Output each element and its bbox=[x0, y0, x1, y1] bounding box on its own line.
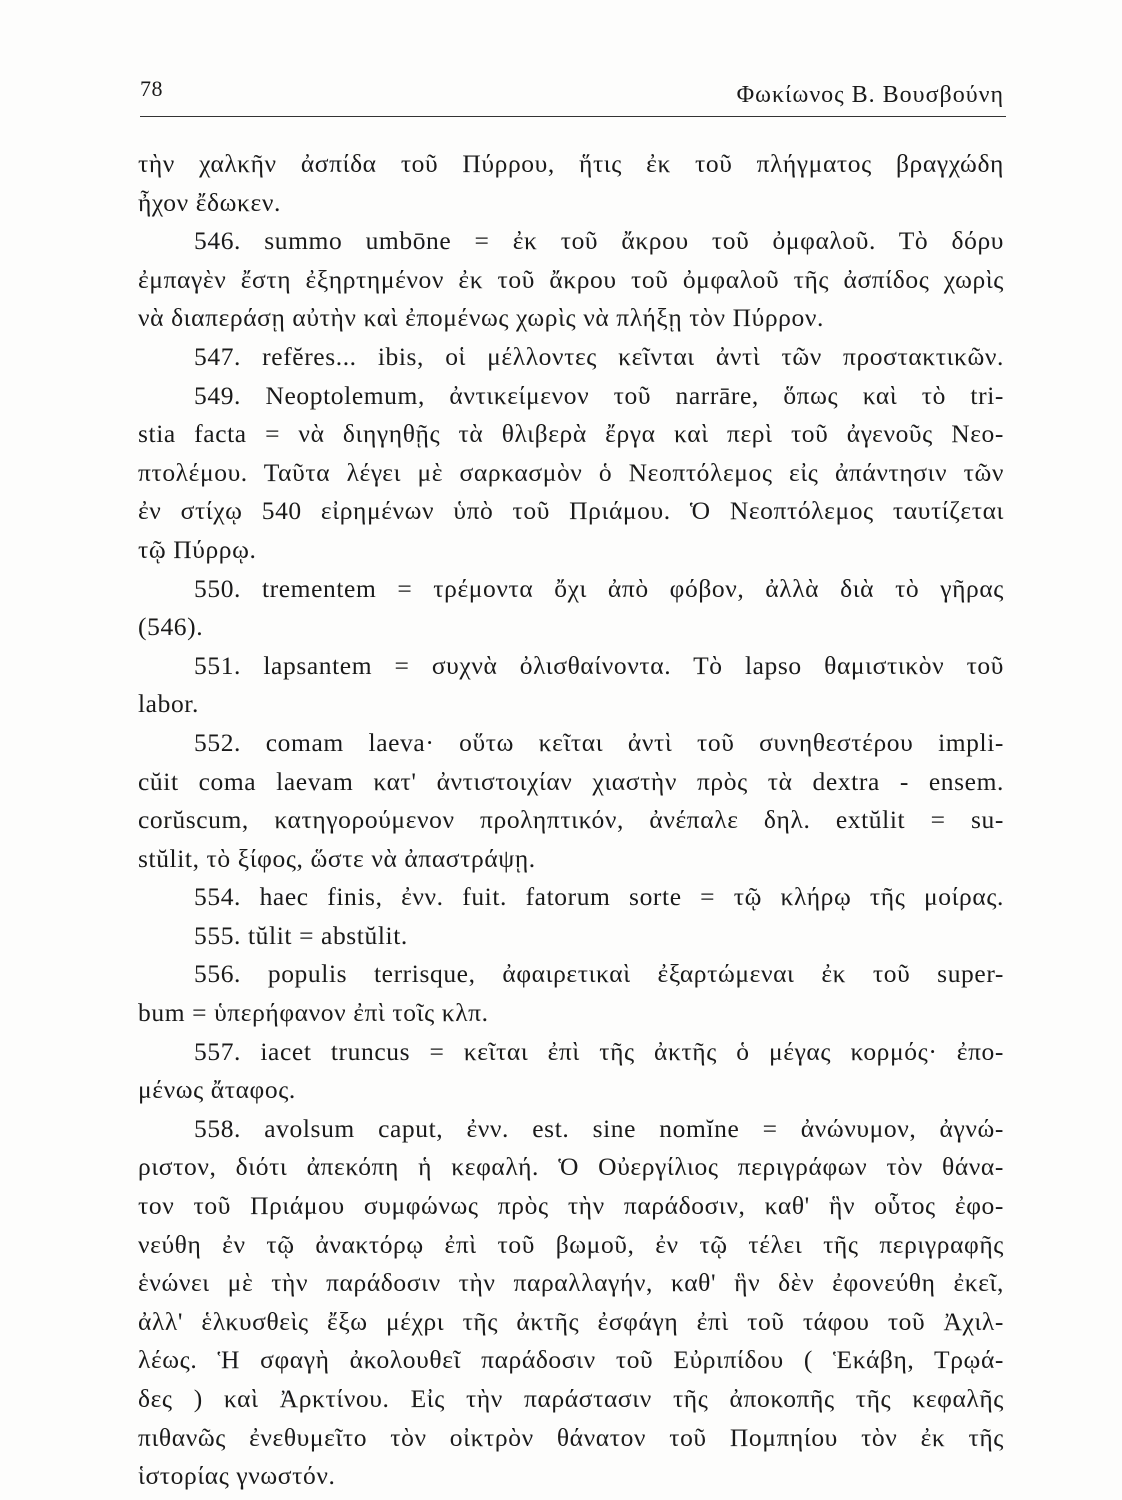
text-line: λέως. Ἡ σφαγὴ ἀκολουθεῖ παράδοσιν τοῦ Εὐριπίδου ( Ἑκάβη, Τρῳά- bbox=[138, 1345, 1004, 1375]
text-line: corŭscum, κατηγορούμενον προληπτικόν, ἀνέπαλε δηλ. extŭlit = su- bbox=[138, 805, 1004, 835]
note-554-line: 554. haec finis, ἐνν. fuit. fatorum sorte = τῷ κλήρῳ τῆς μοίρας. bbox=[194, 882, 1004, 912]
text-line: labor. bbox=[138, 689, 199, 719]
text-line: stŭlit, τὸ ξίφος, ὥστε νὰ ἀπαστράψῃ. bbox=[138, 843, 536, 873]
note-556-line: 556. populis terrisque, ἀφαιρετικαὶ ἐξαρτώμεναι ἐκ τοῦ super- bbox=[194, 959, 1004, 989]
commentary-text bbox=[138, 145, 1004, 1496]
text-line: τον τοῦ Πριάμου συμφώνως πρὸς τὴν παράδοσιν, καθ' ἣν οὗτος ἐφο- bbox=[138, 1191, 1004, 1221]
note-549-line: 549. Neoptolemum, ἀντικείμενον τοῦ narrāre, ὅπως καὶ τὸ tri- bbox=[194, 380, 1004, 410]
text-line: ἑνώνει μὲ τὴν παράδοσιν τὴν παραλλαγήν, καθ' ἣν δὲν ἐφονεύθη ἐκεῖ, bbox=[138, 1268, 1004, 1298]
text-line: νεύθη ἐν τῷ ἀνακτόρῳ ἐπὶ τοῦ βωμοῦ, ἐν τῷ τέλει τῆς περιγραφῆς bbox=[138, 1229, 1004, 1259]
text-line: ἦχον ἔδωκεν. bbox=[138, 187, 281, 217]
text-line: ἱστορίας γνωστόν. bbox=[138, 1461, 336, 1491]
note-552-line: 552. comam laeva· οὕτω κεῖται ἀντὶ τοῦ συνηθεστέρου impli- bbox=[194, 727, 1004, 757]
text-line: cŭit coma laevam κατ' ἀντιστοιχίαν χιαστὴν πρὸς τὰ dextra - ensem. bbox=[138, 766, 1004, 796]
running-head: Φωκίωνος Β. Βουσβούνη bbox=[736, 82, 1004, 108]
text-line: stia facta = νὰ διηγηθῇς τὰ θλιβερὰ ἔργα καὶ περὶ τοῦ ἀγενοῦς Νεο- bbox=[138, 419, 1004, 449]
text-line: bum = ὑπερήφανον ἐπὶ τοῖς κλπ. bbox=[138, 998, 489, 1028]
note-550-line: 550. trementem = τρέμοντα ὄχι ἀπὸ φόβον, ἀλλὰ διὰ τὸ γῆρας bbox=[194, 573, 1004, 603]
text-line: τῷ Πύρρῳ. bbox=[138, 534, 257, 564]
note-555-line: 555. tŭlit = abstŭlit. bbox=[194, 920, 408, 950]
note-546-line: 546. summo umbōne = ἐκ τοῦ ἄκρου τοῦ ὀμφαλοῦ. Τὸ δόρυ bbox=[194, 226, 1004, 256]
text-line: πιθανῶς ἐνεθυμεῖτο τὸν οἰκτρὸν θάνατον τοῦ Πομπηίου τὸν ἐκ τῆς bbox=[138, 1422, 1004, 1452]
text-line: δες ) καὶ Ἀρκτίνου. Εἰς τὴν παράστασιν τῆς ἀποκοπῆς τῆς κεφαλῆς bbox=[138, 1384, 1004, 1413]
text-line: (546). bbox=[138, 612, 204, 642]
note-558-line: 558. avolsum caput, ἐνν. est. sine nomĭne = ἀνώνυμον, ἀγνώ- bbox=[194, 1113, 1004, 1143]
text-line: πτολέμου. Ταῦτα λέγει μὲ σαρκασμὸν ὁ Νεοπτόλεμος εἰς ἀπάντησιν τῶν bbox=[138, 457, 1004, 487]
text-line: ἐν στίχῳ 540 εἰρημένων ὑπὸ τοῦ Πριάμου. Ὁ Νεοπτόλεμος ταυτίζεται bbox=[138, 496, 1004, 526]
note-547-line: 547. refĕres... ibis, οἱ μέλλοντες κεῖνται ἀντὶ τῶν προστακτικῶν. bbox=[194, 341, 1004, 371]
text-line: ἀλλ' ἑλκυσθεὶς ἔξω μέχρι τῆς ἀκτῆς ἐσφάγη ἐπὶ τοῦ τάφου τοῦ Ἀχιλ- bbox=[138, 1306, 1004, 1336]
page-header bbox=[140, 72, 1006, 117]
text-line: μένως ἄταφος. bbox=[138, 1075, 296, 1105]
text-line: ριστον, διότι ἀπεκόπη ἡ κεφαλή. Ὁ Οὐεργίλιος περιγράφων τὸν θάνα- bbox=[138, 1152, 1004, 1182]
text-line: ἐμπαγὲν ἔστη ἐξηρτημένον ἐκ τοῦ ἄκρου τοῦ ὀμφαλοῦ τῆς ἀσπίδος χωρὶς bbox=[138, 264, 1004, 294]
note-557-line: 557. iacet truncus = κεῖται ἐπὶ τῆς ἀκτῆς ὁ μέγας κορμός· ἐπο- bbox=[194, 1036, 1004, 1066]
page-number: 78 bbox=[140, 76, 163, 101]
note-551-line: 551. lapsantem = συχνὰ ὀλισθαίνοντα. Τὸ lapso θαμιστικὸν τοῦ bbox=[194, 650, 1004, 680]
text-line: τὴν χαλκῆν ἀσπίδα τοῦ Πύρρου, ἥτις ἐκ τοῦ πλήγματος βραγχώδη bbox=[138, 149, 1004, 178]
text-line: νὰ διαπεράσῃ αὐτὴν καὶ ἐπομένως χωρὶς νὰ πλήξῃ τὸν Πύρρον. bbox=[138, 303, 824, 333]
